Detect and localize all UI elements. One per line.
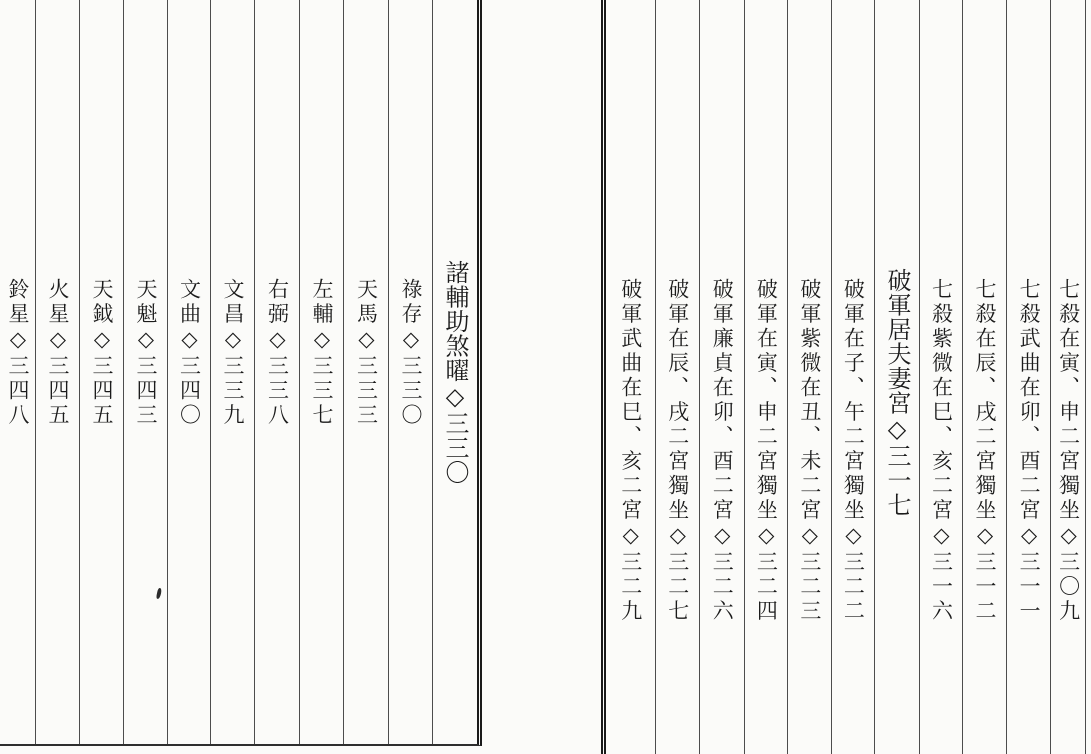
toc-entry-text: 天鉞◇三四五 — [90, 278, 114, 428]
toc-entry-text: 鈴星◇三四八 — [6, 278, 30, 428]
toc-entry-column — [343, 0, 388, 744]
toc-entry-column — [210, 0, 254, 744]
toc-entry-text: 文曲◇三四〇 — [177, 278, 202, 428]
toc-entry-column — [655, 0, 700, 754]
toc-entry-column — [1050, 0, 1086, 754]
toc-entry-column — [1006, 0, 1051, 754]
toc-heading-text: 破軍居夫妻宮◇三一七 — [882, 268, 911, 517]
toc-entry-column — [299, 0, 343, 744]
toc-entry-text: 右弼◇三三八 — [265, 278, 290, 428]
toc-entry-text: 左輔◇三三七 — [310, 278, 334, 428]
toc-entry-column — [919, 0, 963, 754]
toc-entry-text: 天馬◇三三三 — [354, 278, 379, 428]
toc-entry-column — [831, 0, 875, 754]
toc-entry-column — [254, 0, 299, 744]
toc-entry-text: 七殺武曲在卯、酉二宮◇三一一 — [1017, 278, 1042, 624]
toc-entry-text: 文昌◇三三九 — [221, 278, 245, 428]
toc-entry-column — [388, 0, 432, 744]
toc-entry-column — [35, 0, 79, 744]
toc-entry-text: 七殺在辰、戌二宮獨坐◇三一二 — [973, 278, 998, 624]
toc-entry-text: 破軍廉貞在卯、酉二宮◇三二六 — [710, 278, 735, 624]
toc-entry-text: 天魁◇三四三 — [134, 278, 158, 428]
toc-entry-text: 七殺紫微在巳、亥二宮◇三一六 — [929, 278, 954, 624]
toc-entry-text: 破軍在子、午二宮獨坐◇三二二 — [841, 278, 866, 624]
toc-heading-column — [874, 0, 919, 754]
toc-entry-text: 破軍紫微在丑、未二宮◇三二三 — [797, 278, 822, 624]
toc-entry-text: 破軍武曲在巳、亥二宮◇三二九 — [618, 278, 643, 624]
toc-entry-column — [606, 0, 654, 754]
toc-heading-column — [432, 0, 477, 744]
toc-entry-text: 破軍在辰、戌二宮獨坐◇三二七 — [665, 278, 690, 624]
left-page — [0, 0, 482, 746]
toc-entry-column — [79, 0, 123, 744]
toc-entry-column — [167, 0, 210, 744]
toc-entry-text: 火星◇三四五 — [46, 278, 70, 428]
toc-entry-column — [699, 0, 744, 754]
toc-entry-text: 祿存◇三三〇 — [399, 278, 423, 428]
toc-entry-text: 七殺在寅、申二宮獨坐◇三〇九 — [1056, 278, 1081, 624]
toc-entry-column — [962, 0, 1006, 754]
toc-entry-column — [787, 0, 831, 754]
toc-entry-column — [123, 0, 167, 744]
toc-entry-column — [744, 0, 788, 754]
toc-entry-column — [0, 0, 35, 744]
toc-entry-text: 破軍在寅、申二宮獨坐◇三二四 — [754, 278, 779, 624]
toc-heading-text: 諸輔助煞曜◇三三〇 — [441, 260, 469, 485]
right-page — [601, 0, 1091, 754]
